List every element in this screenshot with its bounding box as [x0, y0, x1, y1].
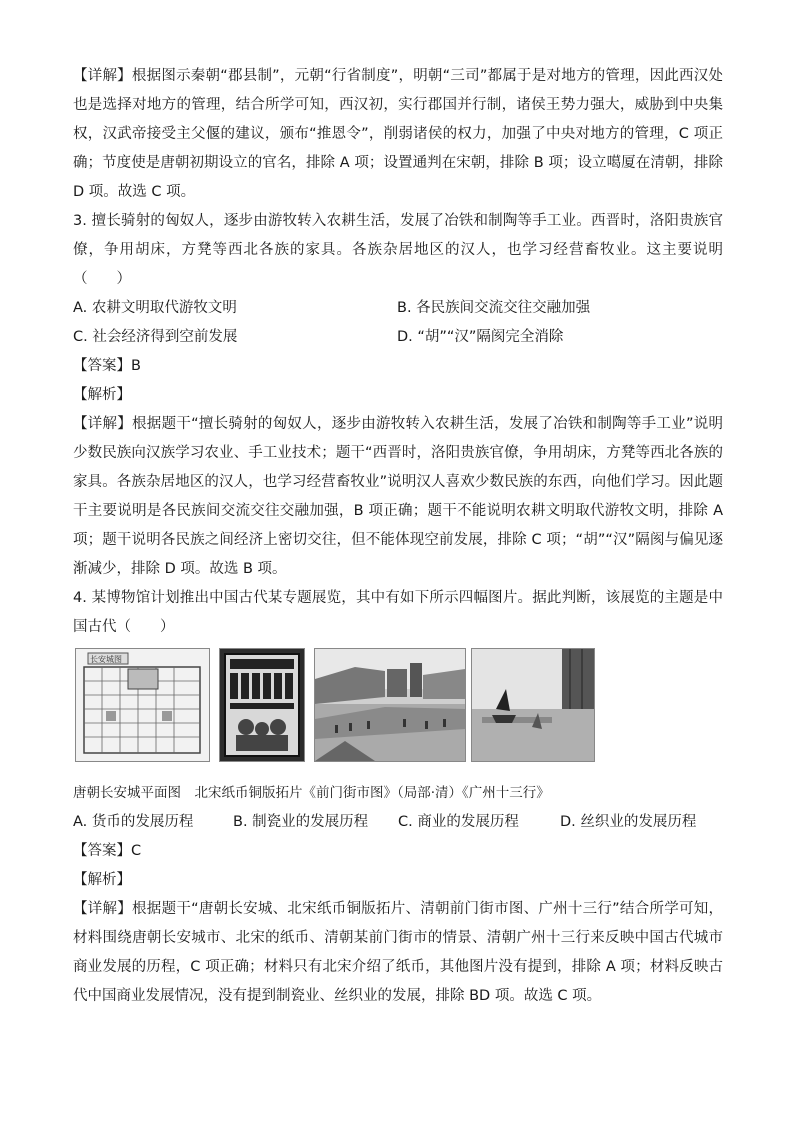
q4-option-d: D. 丝织业的发展历程 — [560, 814, 697, 830]
q3-options-row-1 — [73, 294, 723, 323]
q3-option-d: D. “胡”“汉”隔阂完全消除 — [397, 329, 564, 345]
q4-options-row — [73, 808, 723, 837]
city-plan-map-image — [75, 648, 210, 762]
q4-stem: 4. 某博物馆计划推出中国古代某专题展览，其中有如下所示四幅图片。据此判断，该展览的主题是中国古代（ ） — [73, 590, 723, 635]
q4-option-b: B. 制瓷业的发展历程 — [233, 814, 369, 830]
q3-analysis-heading: 【解析】 — [73, 387, 131, 403]
svg-text:长安城图: 长安城图 — [90, 655, 122, 664]
q3-options-row-2 — [73, 323, 723, 352]
q3-option-c: C. 社会经济得到空前发展 — [73, 329, 238, 345]
q4-image-strip — [73, 648, 723, 776]
q3-answer: 【答案】B — [73, 358, 141, 374]
q3-detail-paragraph: 【详解】根据题干“擅长骑射的匈奴人，逐步由游牧转入农耕生活，发展了冶铁和制陶等手工业”说明少数民族向汉族学习农业、手工业技术；题干“西晋时，洛阳贵族官僚，争用胡床，方凳等西北各族的家具。各族杂居地区的汉人，也学习经营畜牧业”说明汉人喜欢少数民族的东西，向他们学习。因此题干主要说明是各民族间交流交往交融加强，B 项正确；题干不能说明农耕文明取代游牧文明，排除 A 项；题干说明各民族之间经济上密切交往，但不能体现空前发展，排除 C 项；“胡”“汉”隔阂与偏见逐渐减少，排除 D 项。故选 B 项。 — [73, 416, 723, 577]
q3-option-a: A. 农耕文明取代游牧文明 — [73, 300, 237, 316]
document-page — [73, 62, 723, 1011]
q3-stem: 3. 擅长骑射的匈奴人，逐步由游牧转入农耕生活，发展了冶铁和制陶等手工业。西晋时，洛阳贵族官僚，争用胡床，方凳等西北各族的家具。各族杂居地区的汉人，也学习经营畜牧业。这主要说明（ ） — [73, 213, 723, 287]
q4-detail-paragraph: 【详解】根据题干“唐朝长安城、北宋纸币铜版拓片、清朝前门街市图、广州十三行”结合所学可知，材料围绕唐朝长安城市、北宋的纸币、清朝某前门街市的情景、清朝广州十三行来反映中国古代城市商业发展的历程，C 项正确；材料只有北宋介绍了纸币，其他图片没有提到，排除 A 项；材料反映古代中国商业发展情况，没有提到制瓷业、丝织业的发展，排除 BD 项。故选 C 项。 — [73, 901, 723, 1004]
q4-image-caption: 唐朝长安城平面图 北宋纸币铜版拓片《前门街市图》（局部·清）《广州十三行》 — [73, 785, 550, 801]
q4-analysis-heading: 【解析】 — [73, 872, 131, 888]
harbor-ships-painting-image — [471, 648, 595, 762]
q4-option-c: C. 商业的发展历程 — [398, 814, 519, 830]
q4-option-a: A. 货币的发展历程 — [73, 814, 194, 830]
street-market-painting-image — [314, 648, 466, 762]
banknote-printing-plate-image — [219, 648, 305, 762]
q3-option-b: B. 各民族间交流交往交融加强 — [397, 300, 591, 316]
q4-answer: 【答案】C — [73, 843, 142, 859]
q2-detail-paragraph: 【详解】根据图示秦朝“郡县制”，元朝“行省制度”，明朝“三司”都属于是对地方的管理，因此西汉处也是选择对地方的管理，结合所学可知，西汉初，实行郡国并行制，诸侯王势力强大，威胁到中央集权，汉武帝接受主父偃的建议，颁布“推恩令”，削弱诸侯的权力，加强了中央对地方的管理，C 项正确；节度使是唐朝初期设立的官名，排除 A 项；设置通判在宋朝，排除 B 项；设立噶厦在清朝，排除 D 项。故选 C 项。 — [73, 68, 723, 200]
